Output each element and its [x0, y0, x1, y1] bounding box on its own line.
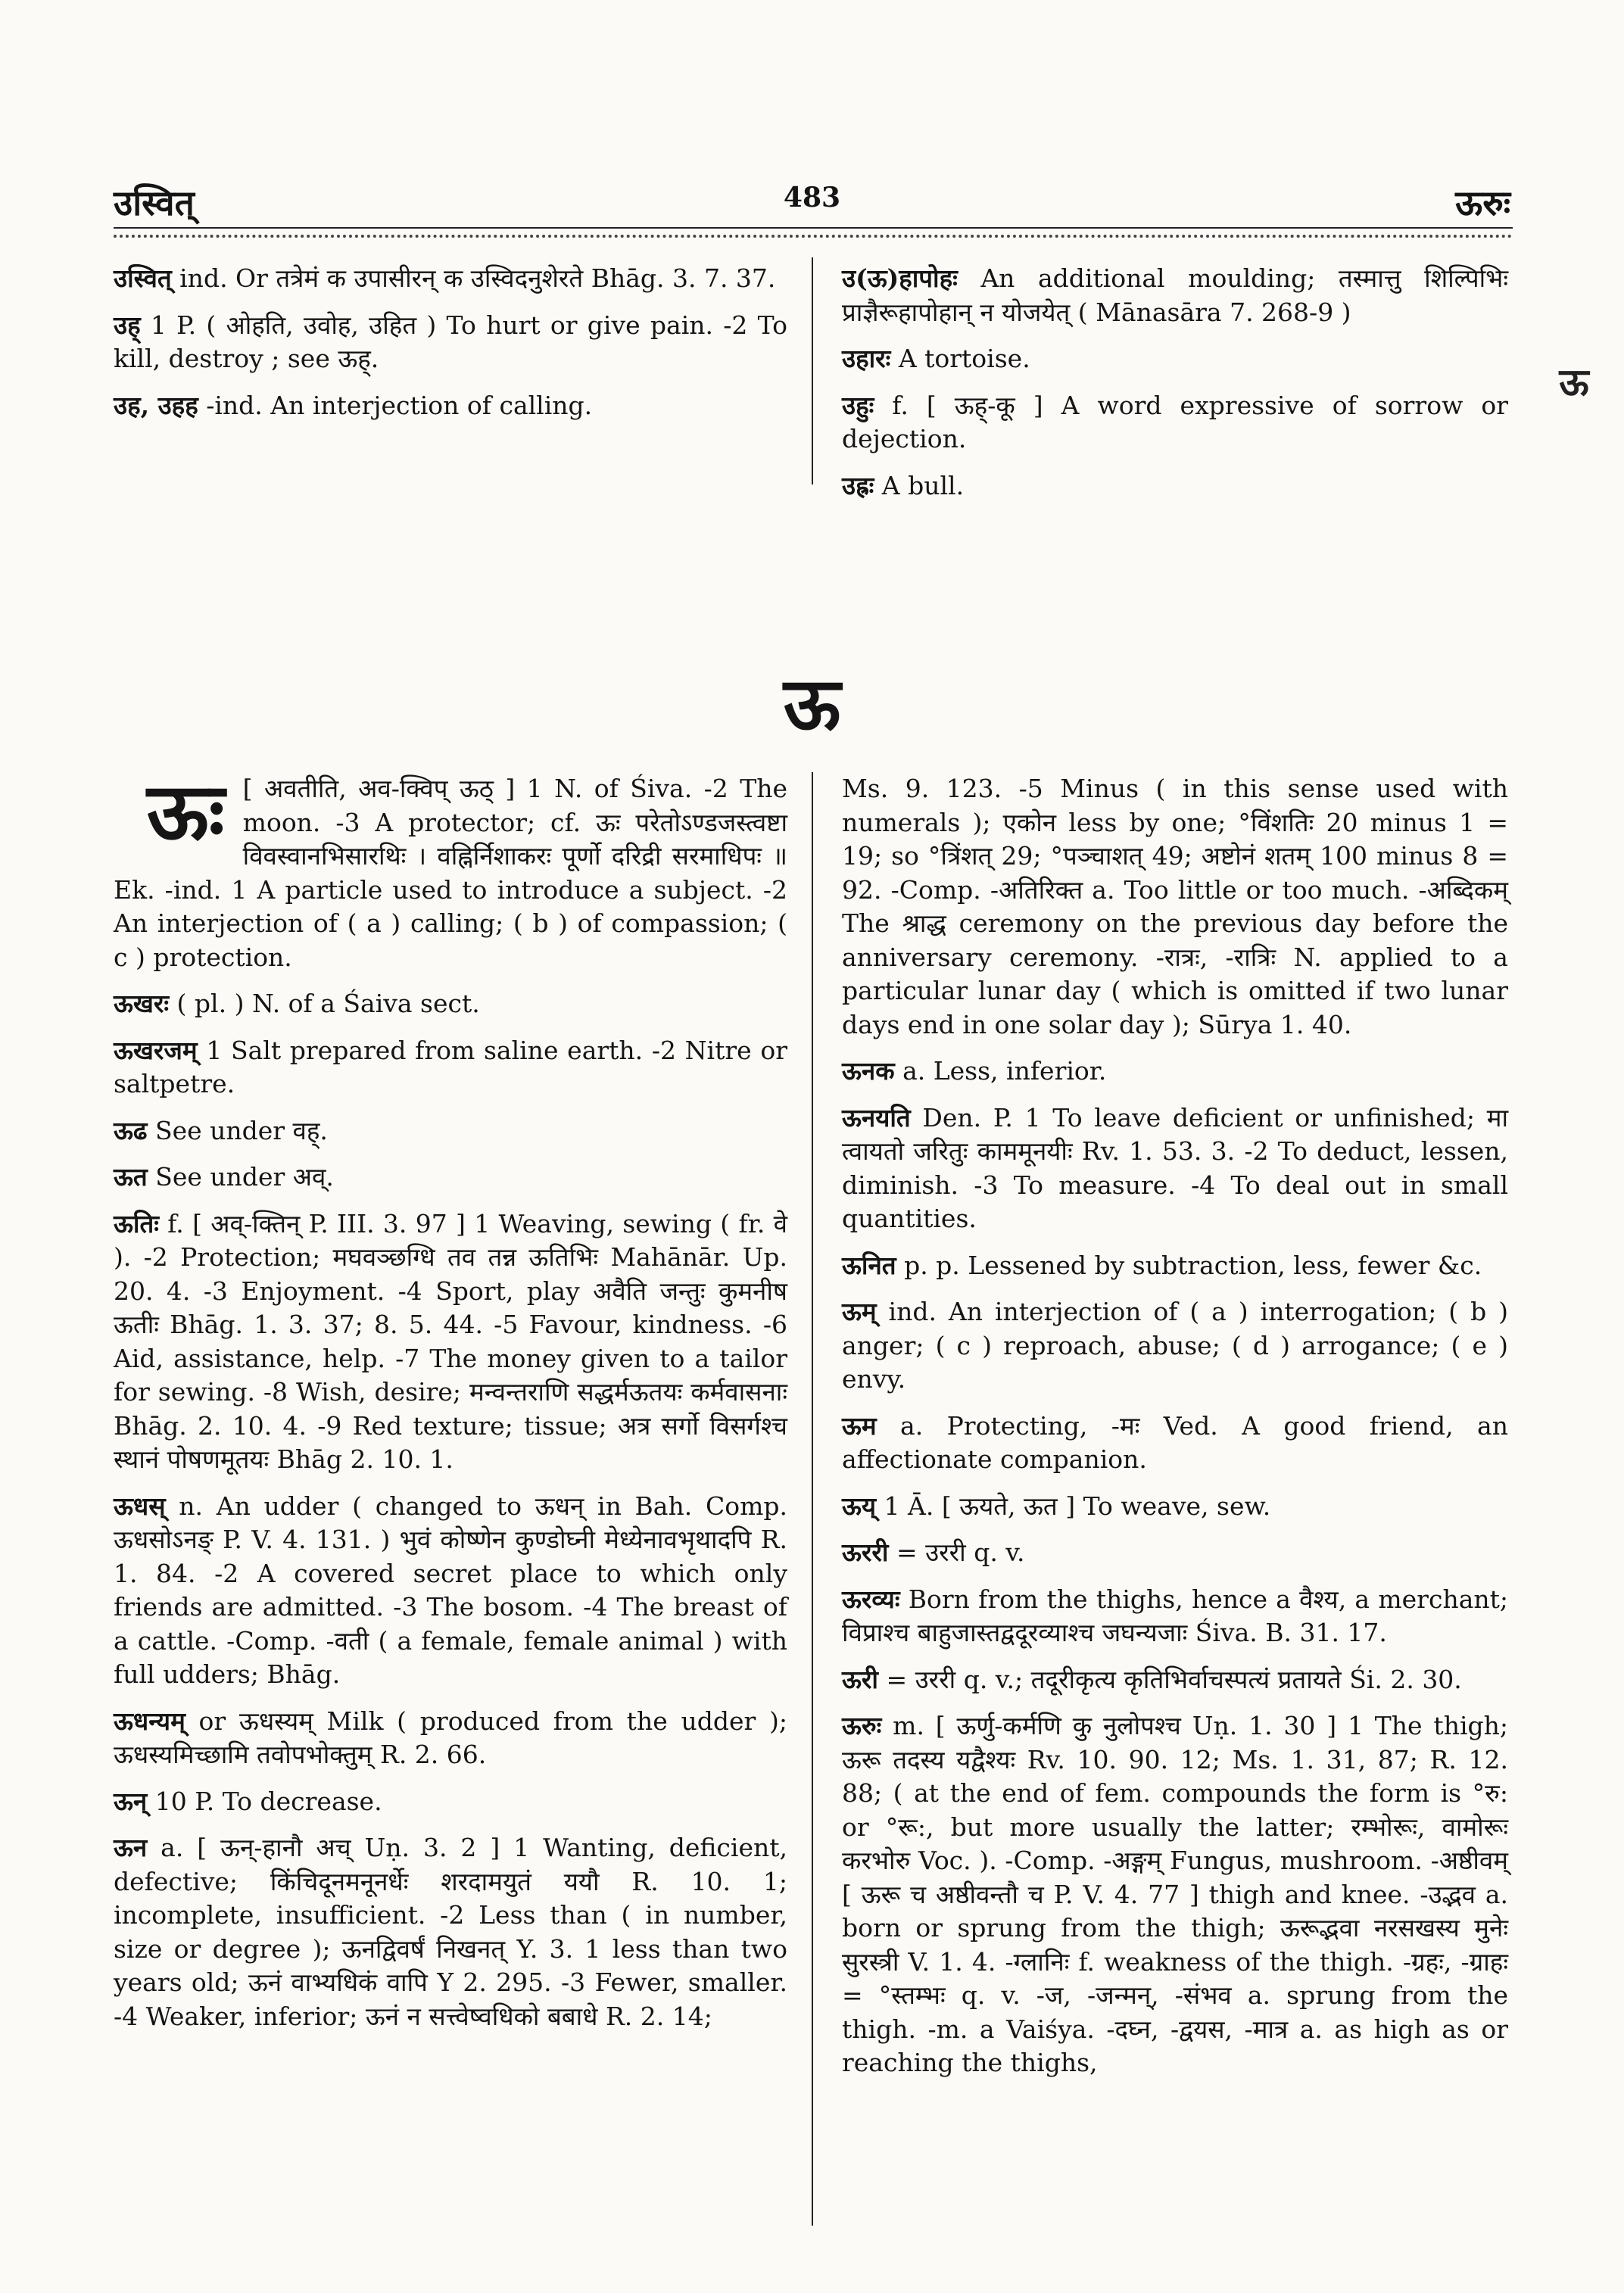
- entry-definition: a. Protecting, -मः Ved. A good friend, an affectionate companion.: [842, 1410, 1508, 1474]
- dictionary-entry: [114, 262, 787, 296]
- entry-definition: See under वह्.: [147, 1115, 328, 1145]
- entry-headword: ऊन्: [114, 1786, 148, 1816]
- entry-definition: Ms. 9. 123. -5 Minus ( in this sense used with numerals ); एकोन less by one; °विंशतिः 20 minus 1 = 19; so °त्रिंशत् 29; °पञ्चाशत् 49; अष्टोनं शतम् 100 minus 8 = 92. -Comp. -अतिरिक्त a. Too little or too much. -अब्दिकम् The श्राद्ध ceremony on the previous day before the anniversary ceremony. -रात्रः, -रात्रिः N. applied to a particular lunar day ( which is omitted if two lunar days end in one solar day ); Sūrya 1. 40.: [842, 774, 1508, 1039]
- dictionary-entry: [114, 1705, 787, 1772]
- entry-definition: -ind. An interjection of calling.: [198, 390, 593, 420]
- main-right-column: [842, 772, 1508, 2093]
- section-heading-letter: ऊ: [783, 661, 841, 746]
- entry-definition: [ अवतीति, अव-क्विप् ऊठ् ] 1 N. of Śiva. -2 The moon. -3 A protector; cf. ऊः परेतोऽण्डजस्त्वष्टा विवस्वानभिसारथिः । वह्निर्निशाकरः पूर्णो दरिद्री सरमाधिपः ॥ Ek. -ind. 1 A particle used to introduce a subject. -2 An interjection of ( a ) calling; ( b ) of compassion; ( c ) protection.: [114, 774, 787, 972]
- entry-headword: ऊरव्यः: [842, 1584, 900, 1614]
- entry-definition: = उररी q. v.; तदूरीकृत्य कृतिभिर्वाचस्पत्यं प्रतायते Śi. 2. 30.: [877, 1664, 1462, 1694]
- dictionary-entry: [842, 1101, 1508, 1236]
- entry-definition: 1 Ā. [ ऊयते, ऊत ] To weave, sew.: [876, 1491, 1271, 1521]
- entry-definition: p. p. Lessened by subtraction, less, fewer &c.: [896, 1250, 1482, 1280]
- entry-definition: ind. Or तत्रेमं क उपासीरन् क उस्विदनुशेरते Bhāg. 3. 7. 37.: [171, 263, 776, 293]
- entry-definition: ind. An interjection of ( a ) interrogation; ( b ) anger; ( c ) reproach, abuse; ( d ) arrogance; ( e ) envy.: [842, 1297, 1508, 1394]
- top-left-column: [114, 262, 787, 435]
- dictionary-entry: [114, 1034, 787, 1101]
- column-divider-main: [812, 772, 813, 2226]
- left-guide-word: उस्वित्: [114, 182, 195, 223]
- entry-definition: ( pl. ) N. of a Śaiva sect.: [169, 989, 480, 1018]
- dictionary-entry: [114, 1785, 787, 1819]
- dictionary-entry: [114, 1114, 787, 1148]
- dictionary-entry: [842, 1709, 1508, 2080]
- entry-headword: उस्वित्: [114, 263, 172, 293]
- dictionary-entry: [842, 1536, 1508, 1570]
- top-right-column: [842, 262, 1508, 516]
- entry-definition: Born from the thighs, hence a वैश्य, a merchant; विप्राश्च बाहुजास्तद्वदूरव्याश्च जघन्यजाः Śiva. B. 31. 17.: [842, 1584, 1508, 1647]
- dictionary-entry: [114, 1161, 787, 1195]
- entry-definition: 1 Salt prepared from saline earth. -2 Nitre or saltpetre.: [114, 1035, 787, 1098]
- entry-definition: m. [ ऊर्णु-कर्मणि कु नुलोपश्च Uṇ. 1. 30 ] 1 The thigh; ऊरू तदस्य यद्वैश्यः Rv. 10. 90. 12; Ms. 1. 31, 87; R. 12. 88; ( at the end of fem. compounds the form is °रु: or °रू:, but more usually the latter; रम्भोरूः, वामोरूः करभोरु Voc. ). -Comp. -अङ्गम् Fungus, mushroom. -अष्ठीवम् [ ऊरू च अष्ठीवन्तौ च P. V. 4. 77 ] thigh and knee. -उद्भव a. born or sprung from the thigh; ऊरूद्भवा नरसखस्य मुनेः सुरस्त्री V. 1. 4. -ग्लानिः f. weakness of the thigh. -ग्रहः, -ग्राहः = °स्तम्भः q. v. -ज, -जन्मन्, -संभव a. sprung from the thigh. -m. a Vaiśya. -दघ्न, -द्वयस, -मात्र a. as high as or reaching the thighs,: [842, 1711, 1508, 2077]
- entry-headword: उह्रः: [842, 470, 874, 500]
- running-header: [114, 179, 1510, 224]
- dictionary-entry: [114, 389, 787, 423]
- entry-headword: ऊधन्यम्: [114, 1706, 185, 1736]
- dictionary-entry: [114, 765, 787, 974]
- dictionary-entry: [842, 1410, 1508, 1477]
- entry-headword: ऊय्: [842, 1491, 877, 1521]
- entry-headword: उ(ऊ)हापोहः: [842, 263, 958, 293]
- entry-definition: a. [ ऊन्-हानौ अच् Uṇ. 3. 2 ] 1 Wanting, deficient, defective; किंचिदूनमनूनर्धेः शरदामयुतं ययौ R. 10. 1; incomplete, insufficient. -2 Less than ( in number, size or degree ); ऊनद्विवर्षं निखनत् Y. 3. 1 less than two years old; ऊनं वाभ्यधिकं वापि Y 2. 295. -3 Fewer, smaller. -4 Weaker, inferior; ऊनं न सत्त्वेष्वधिको बबाधे R. 2. 14;: [114, 1833, 787, 2031]
- entry-headword: ऊखरः: [114, 989, 170, 1018]
- thumb-index-tab: ऊ: [1559, 360, 1589, 404]
- dictionary-entry: [842, 469, 1508, 503]
- entry-definition: a. Less, inferior.: [894, 1056, 1107, 1086]
- page-number: 483: [783, 182, 841, 213]
- entry-headword: ऊतिः: [114, 1208, 159, 1238]
- entry-headword: ऊम्: [842, 1297, 877, 1326]
- right-guide-word: ऊरुः: [1455, 182, 1510, 223]
- dictionary-entry: [842, 1490, 1508, 1524]
- entry-definition: = उररी q. v.: [888, 1537, 1025, 1567]
- entry-definition: Den. P. 1 To leave deficient or unfinished; मा त्वायतो जरितुः काममूनयीः Rv. 1. 53. 3. -2 To deduct, lessen, diminish. -3 To measure. -4 To deal out in small quantities.: [842, 1102, 1508, 1233]
- entry-headword: ऊररी: [842, 1537, 889, 1567]
- entry-headword: ऊन: [114, 1833, 148, 1862]
- entry-definition: n. An udder ( changed to ऊधन् in Bah. Comp. ऊधसोऽनङ् P. V. 4. 131. ) भुवं कोष्णेन कुण्डोघ्नी मेध्येनावभृथादपि R. 1. 84. -2 A covered secret place to which only friends are admitted. -3 The bosom. -4 The breast of a cattle. -Comp. -वती ( a female, female animal ) with full udders; Bhāg.: [114, 1491, 787, 1689]
- entry-headword: ऊरुः: [842, 1711, 882, 1740]
- dictionary-entry: [842, 262, 1508, 329]
- entry-definition: See under अव्.: [147, 1162, 334, 1192]
- dictionary-entry: [842, 1055, 1508, 1089]
- entry-headword: उह, उहह: [114, 390, 198, 420]
- entry-definition: or ऊधस्यम् Milk ( produced from the udder ); ऊधस्यमिच्छामि तवोपभोक्तुम् R. 2. 66.: [114, 1706, 787, 1769]
- dictionary-entry: [114, 1490, 787, 1692]
- entry-headword: ऊढ: [114, 1115, 148, 1145]
- dictionary-entry: [114, 987, 787, 1021]
- column-divider-top: [812, 257, 813, 484]
- entry-definition: 10 P. To decrease.: [147, 1786, 382, 1816]
- entry-definition: A tortoise.: [890, 344, 1030, 373]
- header-rule: [114, 227, 1513, 229]
- header-dotted-rule: [114, 235, 1513, 238]
- dictionary-entry: [842, 1249, 1508, 1283]
- entry-headword: उह्: [114, 310, 141, 340]
- entry-headword: ऊत: [114, 1162, 148, 1192]
- main-left-column: [114, 765, 787, 2046]
- dictionary-entry: [842, 1583, 1508, 1650]
- entry-headword: ऊधस्: [114, 1491, 166, 1521]
- entry-definition: A bull.: [874, 470, 965, 500]
- entry-definition: An additional moulding; तस्मात्तु शिल्पिभिः प्राज्ञैरूहापोहान् न योजयेत् ( Mānasāra 7. 268-9 ): [842, 263, 1508, 327]
- entry-definition: f. [ ऊह्-कू ] A word expressive of sorrow or dejection.: [842, 390, 1508, 453]
- entry-headword: ऊम: [842, 1410, 877, 1441]
- dictionary-entry: [842, 1295, 1508, 1397]
- entry-headword: ऊखरजम्: [114, 1035, 198, 1065]
- dictionary-entry: [114, 1831, 787, 2033]
- dictionary-entry: [842, 772, 1508, 1042]
- dictionary-entry: [114, 1207, 787, 1477]
- entry-headword: ऊनक: [842, 1056, 895, 1086]
- entry-headword: ऊनयति: [842, 1102, 911, 1132]
- dictionary-entry: [842, 342, 1508, 376]
- dictionary-entry: [842, 1663, 1508, 1697]
- dictionary-entry: [114, 309, 787, 376]
- entry-definition: f. [ अव्-क्तिन् P. III. 3. 97 ] 1 Weaving, sewing ( fr. वे ). -2 Protection; मघवञ्छग्धि तव तन्न ऊतिभिः Mahānār. Up. 20. 4. -3 Enjoyment. -4 Sport, play अवैति जन्तुः कुमनीष ऊतीः Bhāg. 1. 3. 37; 8. 5. 44. -5 Favour, kindness. -6 Aid, assistance, help. -7 The money given to a tailor for sewing. -8 Wish, desire; मन्वन्तराणि सद्धर्मऊतयः कर्मवासनाः Bhāg. 2. 10. 4. -9 Red texture; tissue; अत्र सर्गो विसर्गश्च स्थानं पोषणमूतयः Bhāg 2. 10. 1.: [114, 1208, 787, 1474]
- entry-headword: ऊरी: [842, 1664, 878, 1694]
- entry-headword: उहुः: [842, 390, 874, 420]
- entry-headword: उहारः: [842, 344, 891, 373]
- dictionary-entry: [842, 389, 1508, 456]
- drop-cap-headword: ऊः: [147, 765, 225, 858]
- entry-definition: 1 P. ( ओहति, उवोह, उहित ) To hurt or give pain. -2 To kill, destroy ; see ऊह्.: [114, 310, 787, 373]
- entry-headword: ऊनित: [842, 1250, 896, 1280]
